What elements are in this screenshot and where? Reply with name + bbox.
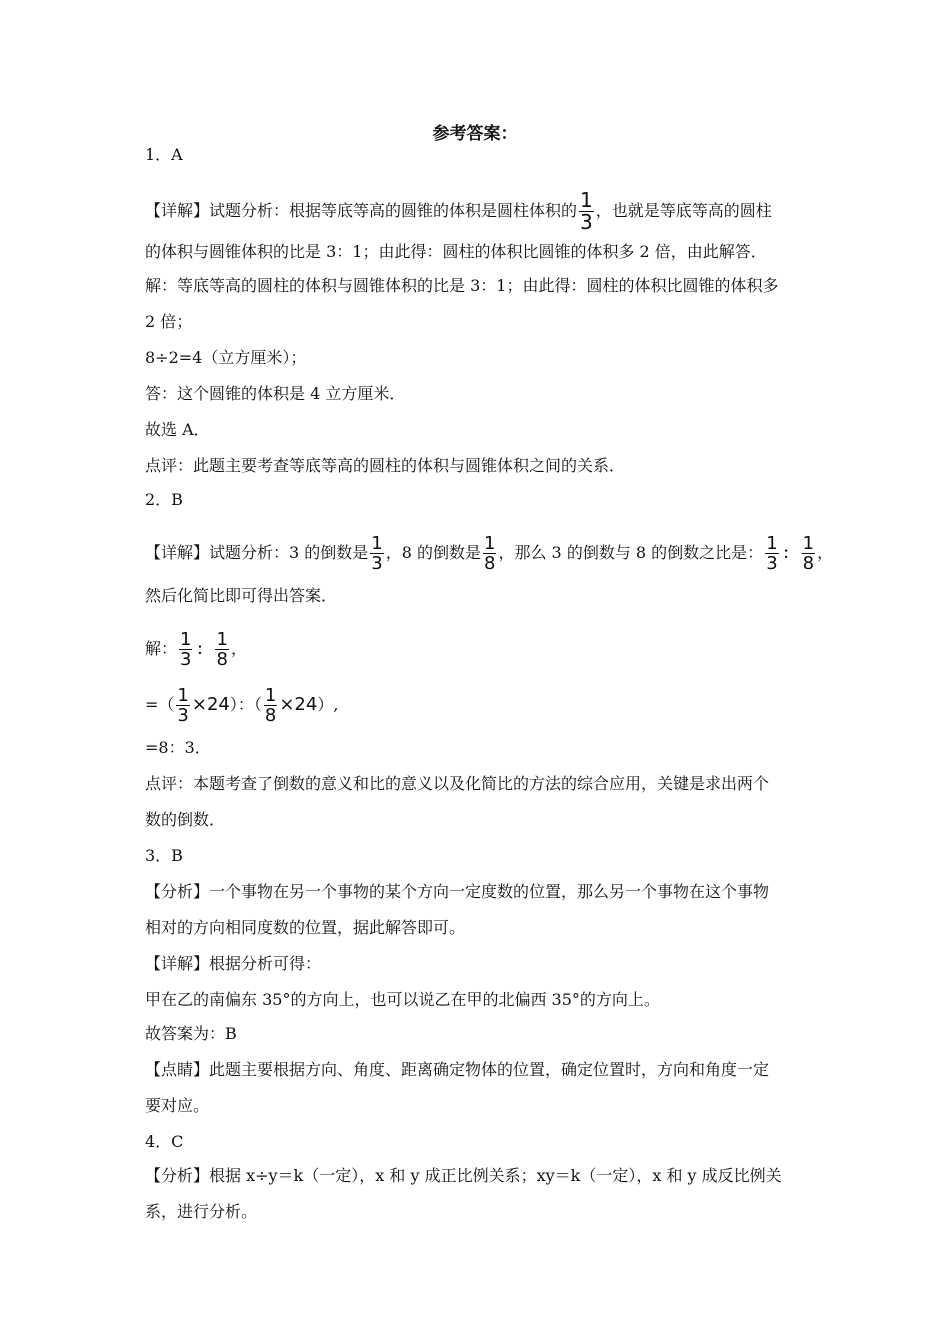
q3-statement: 甲在乙的南偏东 35°的方向上，也可以说乙在甲的北偏西 35°的方向上。 — [145, 990, 660, 1009]
q1-heading: 1．A — [145, 145, 183, 164]
q2-comment-line1: 点评：本题考查了倒数的意义和比的意义以及化简比的方法的综合应用，关键是求出两个 — [145, 774, 770, 793]
q2-heading: 2．B — [145, 490, 183, 509]
q4-heading: 4．C — [145, 1132, 184, 1151]
q2-solution: 解： $\frac{1}{3}$ ： $\frac{1}{8}$ ， — [145, 629, 247, 670]
q2-result: =8：3． — [145, 738, 211, 757]
q1-answer: 答：这个圆锥的体积是 4 立方厘米． — [145, 384, 406, 403]
page-title: 参考答案： — [432, 124, 518, 144]
fraction-one-eighth: $\frac{1}{8}$ — [264, 685, 277, 726]
q1-solution-line2: 2 倍； — [145, 312, 193, 331]
q3-note-line1: 【点睛】此题主要根据方向、角度、距离确定物体的位置，确定位置时，方向和角度一定 — [145, 1060, 770, 1079]
q2-detail: 【详解】试题分析：3 的倒数是 $\frac{1}{3}$ ，8 的倒数是 $\frac{1}{8}$ ，那么 3 的倒数与 8 的倒数之比是： $\frac{1}{3}$ ： $\frac{1}{8}$ ， — [145, 533, 834, 574]
q1-choice: 故选 A． — [145, 420, 210, 439]
fraction-one-eighth: $\frac{1}{8}$ — [216, 629, 228, 670]
q3-answer: 故答案为：B — [145, 1024, 237, 1043]
q3-heading: 3．B — [145, 846, 183, 865]
q4-analysis-line2: 系，进行分析。 — [145, 1202, 258, 1221]
q3-note-line2: 要对应。 — [145, 1096, 210, 1115]
fraction-one-third: $\frac{1}{3}$ — [177, 685, 189, 726]
q1-calculation: 8÷2=4（立方厘米）； — [145, 348, 307, 367]
q4-analysis-line1: 【分析】根据 x÷y＝k（一定），x 和 y 成正比例关系；xy＝k（一定），x 和 y 成反比例关 — [145, 1166, 782, 1185]
q2-detail-line2: 然后化简比即可得出答案． — [145, 586, 338, 605]
fraction-one-third: $\frac{1}{3}$ — [371, 533, 383, 574]
q1-detail: 【详解】试题分析：根据等底等高的圆锥的体积是圆柱体积的 $\frac{1}{3}$ ，也就是等底等高的圆柱 — [145, 188, 772, 234]
q1-solution-line1: 解：等底等高的圆柱的体积与圆锥体积的比是 3：1；由此得：圆柱的体积比圆锥的体积多 — [145, 276, 779, 295]
fraction-one-third: $\frac{1}{3}$ — [580, 188, 593, 234]
fraction-one-eighth: $\frac{1}{8}$ — [802, 533, 815, 574]
q2-comment-line2: 数的倒数． — [145, 810, 226, 829]
q2-equation: =（ $\frac{1}{3}$ ×24）：（ $\frac{1}{8}$ ×24）, — [145, 685, 339, 726]
q3-analysis-line2: 相对的方向相同度数的位置，据此解答即可。 — [145, 918, 466, 937]
q1-detail-line2: 的体积与圆锥体积的比是 3：1；由此得：圆柱的体积比圆锥的体积多 2 倍，由此解答． — [145, 242, 767, 261]
fraction-one-third: $\frac{1}{3}$ — [766, 533, 778, 574]
q3-detail: 【详解】根据分析可得： — [145, 954, 322, 973]
fraction-one-eighth: $\frac{1}{8}$ — [484, 533, 496, 574]
q1-comment: 点评：此题主要考查等底等高的圆柱的体积与圆锥体积之间的关系． — [145, 456, 626, 475]
fraction-one-third: $\frac{1}{3}$ — [180, 629, 192, 670]
q3-analysis-line1: 【分析】一个事物在另一个事物的某个方向一定度数的位置，那么另一个事物在这个事物 — [145, 882, 770, 901]
